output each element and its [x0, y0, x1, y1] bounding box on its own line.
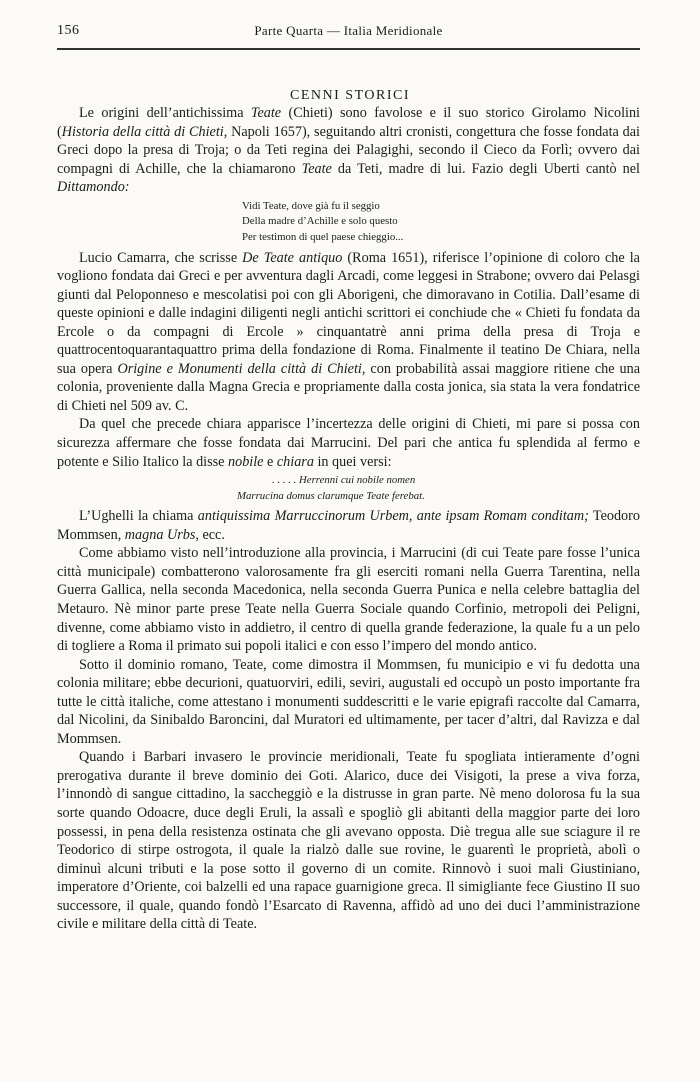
header-rule — [57, 48, 640, 50]
verse-dittamondo — [57, 199, 640, 246]
verse-line: . . . . . Herrenni cui nobile nomen — [272, 474, 416, 487]
paragraph-camarra: Lucio Camarra, che scrisse De Teate antiquo (Roma 1651), riferisce l’opinione di coloro che la vogliono fondata dai Greci e per avventura dagli Arcadi, come leggesi in Strabone; ovvero dai Pelasgi giunti dal Peloponneso e mescolatisi poi con gli Aborigeni, che dimoravano in Cotilia. Dall’esame di queste opinioni e dalle indagini diligenti negli antichi scrittori ei conchiude che « Chieti fu fondata da Ercole o da compagni di Ercole » cinquantatrè anni prima della presa di Troja e quattrocentoquarantaquattro prima della fondazione di Roma. Finalmente il teatino De Chiara, nella sua opera Origine e Monumenti della città di Chieti, con probabilità assai maggiore ritiene che una colonia, proveniente dalla Magna Grecia e propriamente dalla costa jonica, sia stata la vera fondatrice di Chieti nel 509 av. C. — [57, 249, 641, 414]
page-number: 156 — [57, 23, 80, 38]
paragraph-barbarians: Quando i Barbari invasero le provincie meridionali, Teate fu spogliata intieramente d’ogni prerogativa durante il breve dominio dei Goti. Alarico, duce dei Visigoti, la prese a viva forza, l’innondò di sangue cittadino, la saccheggiò e la distrusse in gran parte. Nè meno dolorosa fu la sua sorte quando Odoacre, duce degli Eruli, la assalì e spogliò gli abitanti della maggior parte dei loro possessi, in pena della resistenza ostinata che gli avevano opposta. Diè tregua alle sue sciagure il re Teodorico di stirpe ostrogota, il quale la rialzò dalle sue rovine, le guarentì le proprietà, abolì o diminuì alcuni tributi e la pose sotto il governo di un comite. Rinnovò i suoi mali Giustiniano, imperatore d’Oriente, coi balzelli ed una rapace guarnigione greca. Il simigliante fece Giustino II suo successore, il quale, quando fondò l’Esarcato di Ravenna, affidò ad uno dei duci l’amministrazione civile e militare della città di Teate. — [57, 749, 640, 933]
section-title: CENNI STORICI — [290, 88, 410, 103]
paragraph-marrucini: Da quel che precede chiara apparisce l’incertezza delle origini di Chieti, mi pare si possa con sicurezza affermare che fosse fondata dai Marrucini. Del pari che antica fu splendida al fermo e potente e Silio Italico la disse nobile e chiara in quei versi: — [57, 416, 640, 470]
verse-line: Della madre d’Achille e solo questo — [242, 215, 398, 228]
page-header — [57, 23, 640, 41]
paragraph-ughelli: L’Ughelli la chiama antiquissima Marruccinorum Urbem, ante ipsam Romam conditam; Teodoro Mommsen, magna Urbs, ecc. — [57, 508, 640, 543]
verse-line: Vidi Teate, dove già fu il seggio — [242, 199, 380, 212]
paragraph-origins: Le origini dell’antichissima Teate (Chieti) sono favolose e il suo storico Girolamo Nicolini (Historia della città di Chieti, Napoli 1657), seguitando altri cronisti, congettura che fosse fondata dai Greci dopo la presa di Troja; o da Teti regina dei Palagighi, secondo il Cieco da Forlì; ovvero dai compagni di Achille, che la chiamarono Teate da Teti, madre di lui. Fazio degli Uberti cantò nel Dittamondo: — [57, 105, 640, 196]
body-text — [57, 104, 640, 934]
running-title: Parte Quarta — Italia Meridionale — [254, 23, 443, 38]
paragraph-wars: Come abbiamo visto nell’introduzione alla provincia, i Marrucini (di cui Teate pare fosse l’unica città municipale) combatterono valorosamente fra gli eserciti romani nella Guerra Tarentina, nella Guerra Gallica, nella seconda Macedonica, nella seconda Guerra Punica e nella celebre battaglia del Metauro. Nè minor parte prese Teate nella Guerra Sociale quando Corfinio, metropoli dei Peligni, divenne, come abbiamo visto in addietro, il centro di quella grande federazione, la quale fu a un pelo di togliere a Roma il primato sui popoli italici e con esso l’impero del mondo antico. — [57, 545, 640, 655]
verse-line: Marrucina domus clarumque Teate ferebat. — [237, 489, 425, 502]
verse-silio-italico — [57, 473, 640, 504]
paragraph-roman-rule: Sotto il dominio romano, Teate, come dimostra il Mommsen, fu municipio e vi fu dedotta una colonia militare; ebbe decurioni, quatuorviri, edili, seviri, augustali ed occupò un posto importante fra tutte le città italiche, come attestano i monumenti suddescritti e le varie epigrafi raccolte dal Camarra, dal Nicolini, da Sinibaldo Baroncini, dal Muratori ed ultimamente, per tacer d’altri, dal Ravizza e dal Mommsen. — [57, 656, 640, 747]
verse-line: Per testimon di quel paese chieggio... — [242, 230, 404, 243]
